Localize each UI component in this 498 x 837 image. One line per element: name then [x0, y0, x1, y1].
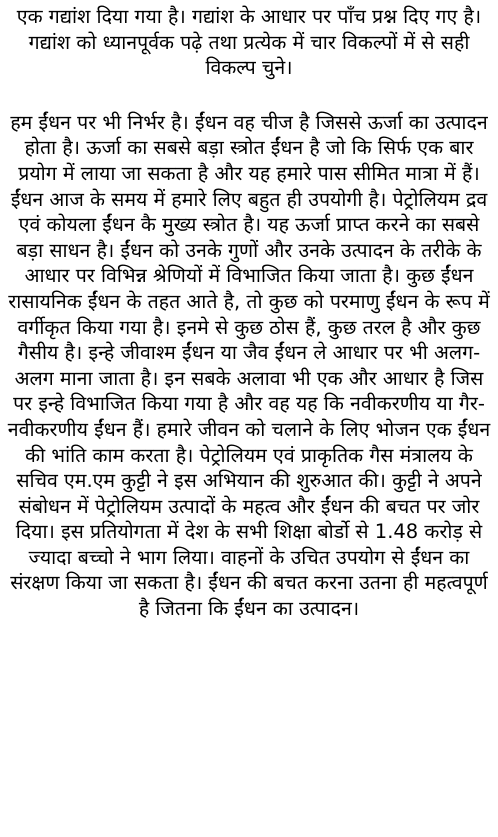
instruction-text: एक गद्यांश दिया गया है। गद्यांश के आधार पर पाँच प्रश्न दिए गए है। गद्यांश को ध्यानपूर्वक पढ़े तथा प्रत्येक में चार विकल्पों में से सही विकल्प चुने।	[16, 5, 482, 80]
passage-text: हम ईंधन पर भी निर्भर है। ईंधन वह चीज है जिससे ऊर्जा का उत्पादन होता है। ऊर्जा का सबसे बड़ा स्त्रोत ईंधन है जो कि सिर्फ एक बार प्रयोग में लाया जा सकता है और यह हमारे पास सीमित मात्रा में हैं। ईंधन आज के समय में हमारे लिए बहुत ही उपयोगी है। पेट्रोलियम द्रव एवं कोयला ईंधन कै मुख्य स्त्रोत है। यह ऊर्जा प्राप्त करने का सबसे बड़ा साधन है। ईंधन को उनके गुणों और उनके उत्पादन के तरीके के आधार पर विभिन्न श्रेणियों में विभाजित किया जाता है। कुछ ईंधन रासायनिक ईंधन के तहत आते है, तो कुछ को परमाणु ईंधन के रूप में वर्गीकृत किया गया है। इनमे से कुछ ठोस हैं, कुछ तरल है और कुछ गैसीय है। इन्हे जीवाश्म ईंधन या जैव ईंधन ले आधार पर भी अलग-अलग माना जाता है। इन सबके अलावा भी एक और आधार है जिस पर इन्हे विभाजित किया गया है और वह यह कि नवीकरणीय या गैर-नवीकरणीय ईंधन हैं। हमारे जीवन को चलाने के लिए भोजन एक ईंधन की भांति काम करता है। पेट्रोलियम एवं प्राकृतिक गैस मंत्रालय के सचिव एम.एम कुट्टी ने इस अभियान की शुरुआत की। कुट्टी ने अपने संबोधन में पेट्रोलियम उत्पादों के महत्व और ईंधन की बचत पर जोर दिया। इस प्रतियोगता में देश के सभी शिक्षा बोर्डो से 1.48 करोड़ से ज्यादा बच्चो ने भाग लिया। वाहनों के उचित उपयोग से ईंधन का संरक्षण किया जा सकता है। ईंधन की बचत करना उतना ही महत्वपूर्ण है जितना कि ईंधन का उत्पादन।	[7, 110, 491, 621]
paragraph-gap	[4, 81, 494, 110]
